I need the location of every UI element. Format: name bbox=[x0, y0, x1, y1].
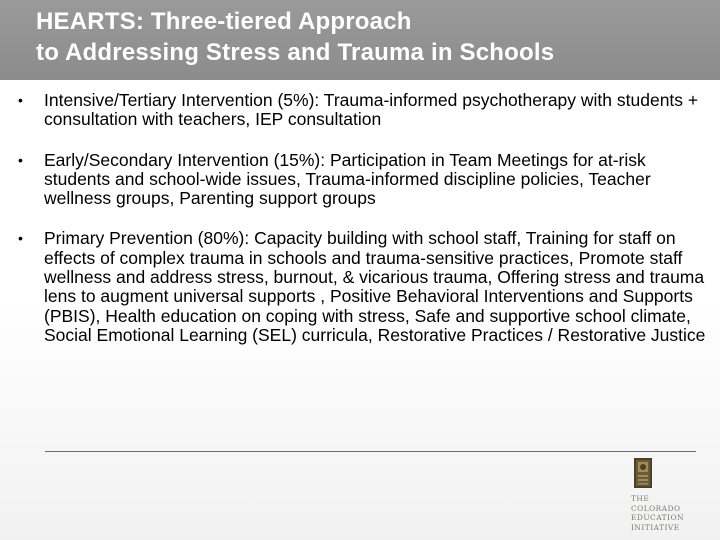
bullet-item-primary bbox=[18, 229, 708, 345]
logo-line-3: EDUCATION bbox=[631, 513, 685, 523]
bullet-marker: • bbox=[18, 92, 23, 108]
logo-wordmark bbox=[631, 494, 695, 532]
logo-line-1: THE bbox=[631, 494, 650, 503]
bullet-text: Intensive/Tertiary Intervention (5%): Trauma-informed psychotherapy with students + consultation with teachers, IEP consultation bbox=[44, 90, 699, 130]
bullet-text: Early/Secondary Intervention (15%): Participation in Team Meetings for at-risk students and school-wide issues, Trauma-informed discipline policies, Teacher wellness groups, Parenting support groups bbox=[44, 149, 651, 209]
title-bar bbox=[0, 0, 720, 80]
bullet-item-tertiary bbox=[18, 91, 708, 130]
bullet-marker: • bbox=[18, 230, 23, 247]
title-line-1: HEARTS: Three-tiered Approach bbox=[36, 8, 412, 35]
divider-line bbox=[45, 451, 696, 452]
bullet-item-secondary bbox=[18, 151, 708, 209]
logo-line-4: INITIATIVE bbox=[631, 522, 680, 532]
bullet-text: Primary Prevention (80%): Capacity building with school staff, Training for staff on effects of complex trauma in schools and trauma-sensitive practices, Promote staff wellness and address stress, burnout, & vicarious trauma, Offering stress and trauma lens to augment universal supports , Positive Behavioral Interventions and Supports (PBIS), Health education on coping with stress, Safe and supportive school climate, Social Emotional Learning (SEL) curricula, Restorative Practices / Restorative Justice bbox=[44, 228, 706, 345]
logo-emblem-icon bbox=[634, 458, 652, 488]
bullet-marker: • bbox=[18, 151, 23, 168]
bullet-list bbox=[18, 91, 708, 366]
slide-title bbox=[36, 6, 716, 68]
logo-line-2: COLORADO bbox=[631, 503, 681, 513]
colorado-education-initiative-logo bbox=[628, 458, 692, 540]
title-line-2: to Addressing Stress and Trauma in Schools bbox=[36, 39, 555, 66]
